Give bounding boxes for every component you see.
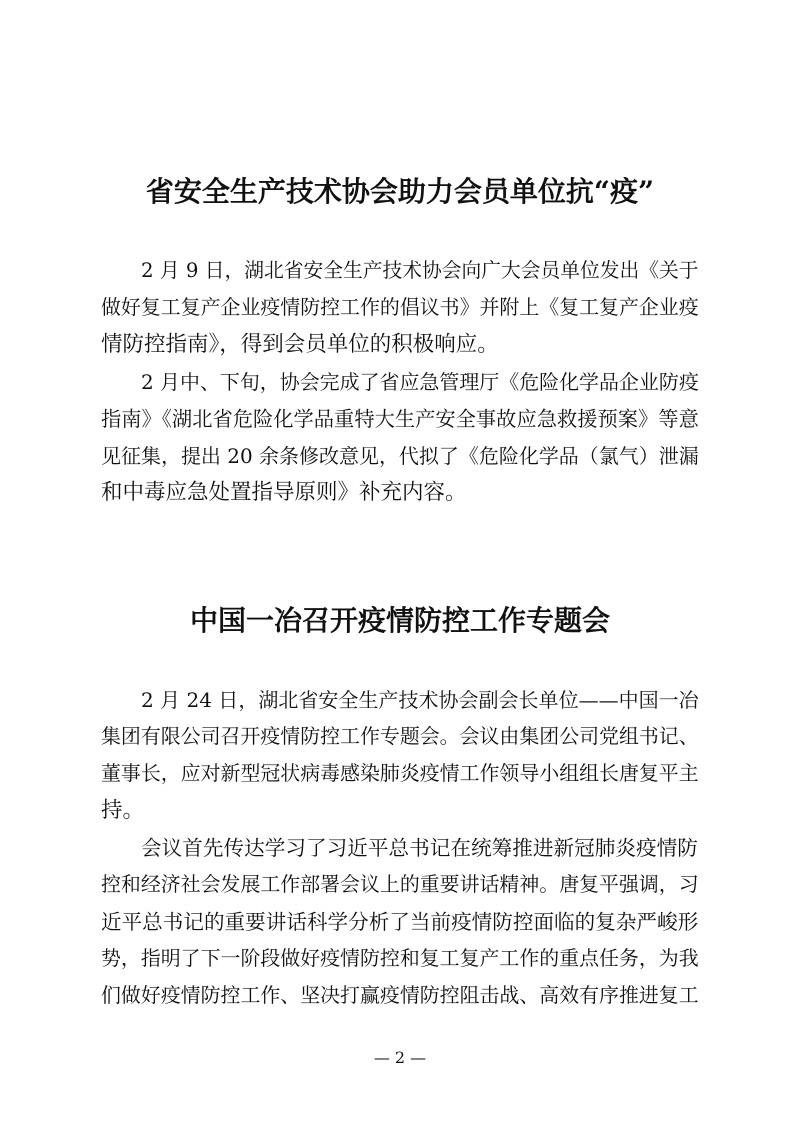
section-title-association-support: 省安全生产技术协会助力会员单位抗“疫” [145, 175, 655, 208]
paragraph-line: 情防控指南》，得到会员单位的积极响应。 [101, 332, 499, 357]
paragraph-line: 2 月 24 日，湖北省安全生产技术协会副会长单位——中国一冶 [141, 688, 699, 712]
paragraph-line: 势，指明了下一阶段做好疫情防控和复工复产工作的重点任务，为我 [101, 947, 699, 970]
paragraph-line: 2 月中、下旬，协会完成了省应急管理厅《危险化学品企业防疫 [141, 370, 699, 394]
section-title-mcc-meeting: 中国一冶召开疫情防控工作专题会 [189, 604, 610, 637]
paragraph-line: 2 月 9 日，湖北省安全生产技术协会向广大会员单位发出《关于 [141, 259, 699, 282]
paragraph-line: 持。 [101, 798, 145, 823]
paragraph-line: 指南》《湖北省危险化学品重特大生产安全事故应急救援预案》等意 [101, 407, 699, 431]
paragraph-line: 控和经济社会发展工作部署会议上的重要讲话精神。唐复平强调，习 [101, 873, 699, 896]
paragraph-line: 们做好疫情防控工作、坚决打赢疫情防控阻击战、高效有序推进复工 [101, 984, 699, 1007]
paragraph-line: 会议首先传达学习了习近平总书记在统筹推进新冠肺炎疫情防 [141, 836, 698, 860]
paragraph-line: 近平总书记的重要讲话科学分析了当前疫情防控面临的复杂严峻形 [101, 910, 699, 934]
page-number: — 2 — [373, 1048, 427, 1067]
paragraph-line: 董事长，应对新型冠状病毒感染肺炎疫情工作领导小组组长唐复平主 [101, 762, 699, 785]
paragraph-line: 见征集，提出 20 余条修改意见，代拟了《危险化学品（氯气）泄漏 [101, 444, 699, 468]
paragraph-line: 和中毒应急处置指导原则》补充内容。 [101, 480, 467, 505]
paragraph-line: 集团有限公司召开疫情防控工作专题会。会议由集团公司党组书记、 [101, 725, 699, 748]
paragraph-line: 做好复工复产企业疫情防控工作的倡议书》并附上《复工复产企业疫 [101, 296, 699, 319]
